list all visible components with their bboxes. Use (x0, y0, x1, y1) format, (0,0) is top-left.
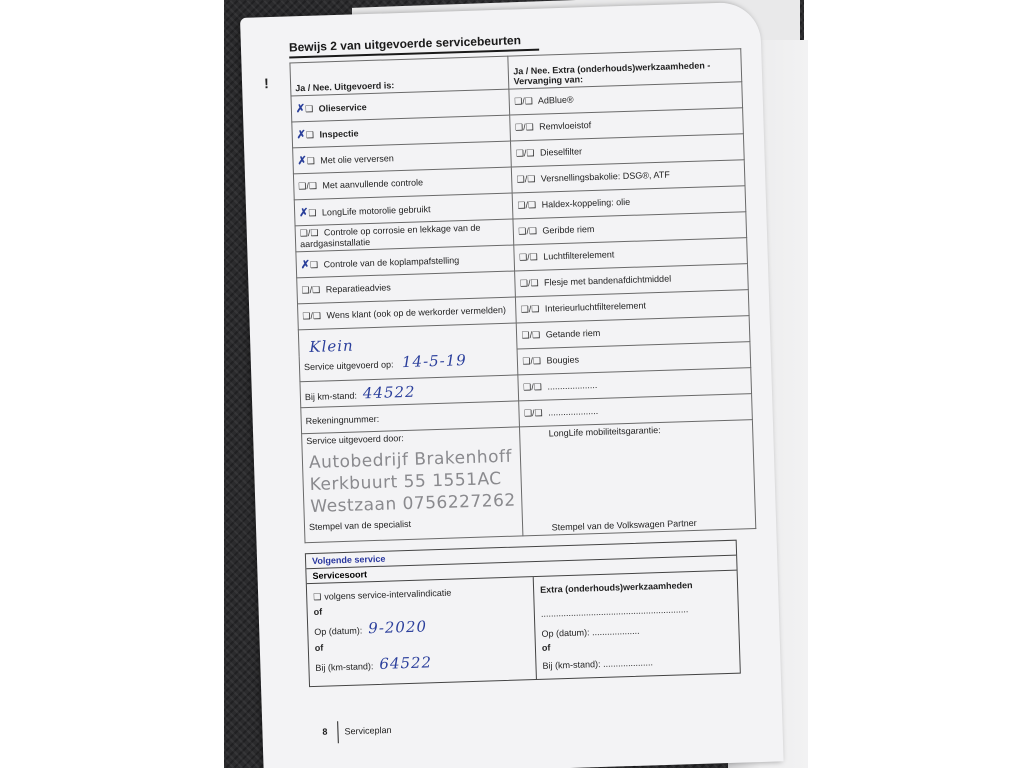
right-item-adblue[interactable]: ❑/❑ AdBlue® (509, 82, 742, 115)
left-item-olie-verversen[interactable]: ✗❑ Met olie verversen (293, 141, 512, 174)
checkbox-icon: ❑ (309, 259, 319, 270)
checkbox-icon: ❑/❑ (514, 95, 534, 107)
checkbox-icon: ❑/❑ (523, 381, 542, 393)
next-date-field[interactable]: Op (datum): 9-2020 (314, 617, 428, 638)
checkbox-icon: ❑/❑ (302, 310, 322, 322)
extra-date-field[interactable]: Op (datum): ................... (541, 625, 640, 639)
rekening-field[interactable]: Rekeningnummer: (301, 401, 520, 434)
right-item-dieselfilter[interactable]: ❑/❑ Dieselfilter (511, 134, 744, 167)
checkbox-icon: ❑/❑ (515, 147, 535, 159)
service-date-field[interactable]: Klein Service uitgevoerd op: 14-5-19 (298, 323, 518, 382)
left-item-koplamp[interactable]: ✗❑ Controle van de koplampafstelling (296, 245, 515, 278)
extra-dots[interactable]: ........................................................... (540, 604, 689, 619)
handwritten-next-date: 9-2020 (367, 617, 428, 638)
left-item-wens-klant[interactable]: ❑/❑ Wens klant (ook op de werkorder vermelden) (298, 297, 517, 330)
checkbox-icon: ❑/❑ (521, 329, 541, 341)
checkbox-icon: ❑/❑ (301, 284, 321, 296)
km-stand-field[interactable]: Bij km-stand: 44522 (300, 375, 519, 408)
service-table (289, 48, 756, 543)
left-item-olieservice[interactable]: ✗❑ Olieservice (291, 89, 510, 122)
right-item-blank-2[interactable]: ❑/❑ .................... (519, 394, 752, 427)
right-item-interieurluchtfilter[interactable]: ❑/❑ Interieurluchtfilterelement (516, 290, 749, 323)
right-item-haldex[interactable]: ❑/❑ Haldex-koppeling: olie (513, 186, 746, 219)
page-title: Bewijs 2 van uitgevoerde servicebeurten (289, 33, 539, 59)
left-item-aanvullende-controle[interactable]: ❑/❑ Met aanvullende controle (293, 167, 512, 200)
checkbox-icon: ❑ (308, 207, 317, 218)
page-content (263, 26, 761, 687)
right-item-getande-riem[interactable]: ❑/❑ Getande riem (517, 316, 750, 349)
section-label: Serviceplan (344, 724, 392, 737)
extra-header: Extra (onderhouds)werkzaamheden (539, 580, 693, 595)
checkbox-icon: ❑ (306, 155, 315, 166)
next-service-subtitle: Servicesoort (306, 556, 736, 584)
handwritten-next-km: 64522 (379, 653, 433, 673)
checkbox-icon: ❑/❑ (519, 277, 539, 289)
right-item-versnellingsbakolie[interactable]: ❑/❑ Versnellingsbakolie: DSG®, ATF (512, 160, 745, 193)
left-item-corrosie[interactable]: ❑/❑ Controle op corrosie en lekkage van de aardgasinstallatie (295, 219, 514, 252)
handwritten-klein: Klein (309, 336, 354, 356)
dealer-stamp: Autobedrijf Brakenhoff Kerkbuurt 55 1551AC Westzaan 0756227262 (308, 446, 516, 518)
warning-icon: ! (263, 75, 269, 92)
page-number: 8 (322, 726, 328, 738)
tick-mark: ✗ (297, 154, 307, 168)
next-service-left: ❑ volgens service-intervalindicatie of Op (datum): 9-2020 of Bij (km-stand): 64522 (307, 577, 537, 686)
next-km-field[interactable]: Bij (km-stand): 64522 (315, 653, 433, 673)
checkbox-icon: ❑/❑ (516, 173, 536, 185)
left-item-inspectie[interactable]: ✗❑ Inspectie (292, 115, 511, 148)
right-header: Ja / Nee. Extra (onderhouds)werkzaamheden - Vervanging van: (508, 49, 741, 89)
checkbox-icon: ❑/❑ (523, 407, 543, 419)
next-service-box (305, 540, 741, 688)
checkbox-icon: ❑/❑ (298, 180, 318, 192)
next-service-title: Volgende service (306, 541, 736, 569)
checkbox-icon: ❑ (313, 591, 322, 602)
checkbox-icon: ❑/❑ (518, 225, 538, 237)
right-item-bougies[interactable]: ❑/❑ Bougies (518, 342, 751, 375)
right-item-remvloeistof[interactable]: ❑/❑ Remvloeistof (510, 108, 743, 141)
left-item-longlife[interactable]: ✗❑ LongLife motorolie gebruikt (294, 193, 513, 226)
service-by-field: Service uitgevoerd door: Autobedrijf Brakenhoff Kerkbuurt 55 1551AC Westzaan 0756227262 Stempel van de specialist (302, 427, 524, 543)
checkbox-icon: ❑ (305, 129, 315, 140)
next-service-right: Extra (onderhouds)werkzaamheden ........................................................... Op (datum): ................... of Bij (km-stand): .................... (534, 571, 740, 679)
tick-mark: ✗ (296, 128, 307, 142)
right-item-blank-1[interactable]: ❑/❑ .................... (518, 368, 751, 401)
right-item-bandenafdichtmiddel[interactable]: ❑/❑ Flesje met bandenafdichtmiddel (515, 264, 748, 297)
left-item-reparatieadvies[interactable]: ❑/❑ Reparatieadvies (297, 271, 516, 304)
tick-mark: ✗ (300, 258, 311, 272)
handwritten-km: 44522 (362, 382, 416, 402)
right-item-luchtfilter[interactable]: ❑/❑ Luchtfilterelement (514, 238, 747, 271)
tick-mark: ✗ (295, 103, 306, 116)
right-item-geribde-riem[interactable]: ❑/❑ Geribde riem (513, 212, 746, 245)
footer-divider (337, 721, 339, 743)
tick-mark: ✗ (298, 206, 309, 220)
next-service-columns (307, 571, 740, 686)
extra-km-field[interactable]: Bij (km-stand): .................... (542, 657, 654, 671)
checkbox-icon: ❑/❑ (517, 199, 537, 211)
checkbox-icon: ❑ (304, 103, 314, 114)
checkbox-icon: ❑/❑ (299, 227, 319, 239)
checkbox-icon: ❑/❑ (514, 121, 534, 133)
handwritten-date: 14-5-19 (401, 350, 468, 371)
stamp-specialist-label: Stempel van de specialist (308, 518, 412, 533)
left-header: Ja / Nee. Uitgevoerd is: (290, 56, 509, 96)
stamp-partner-label: Stempel van de Volkswagen Partner (551, 517, 697, 533)
page-footer (322, 720, 392, 744)
longlife-label: LongLife mobiliteitsgarantie: (548, 424, 661, 439)
booklet-page (240, 2, 784, 768)
interval-option[interactable]: ❑ volgens service-intervalindicatie (313, 587, 452, 602)
checkbox-icon: ❑/❑ (520, 303, 540, 315)
checkbox-icon: ❑/❑ (522, 355, 542, 367)
longlife-field (520, 420, 756, 536)
checkbox-icon: ❑/❑ (518, 251, 538, 263)
